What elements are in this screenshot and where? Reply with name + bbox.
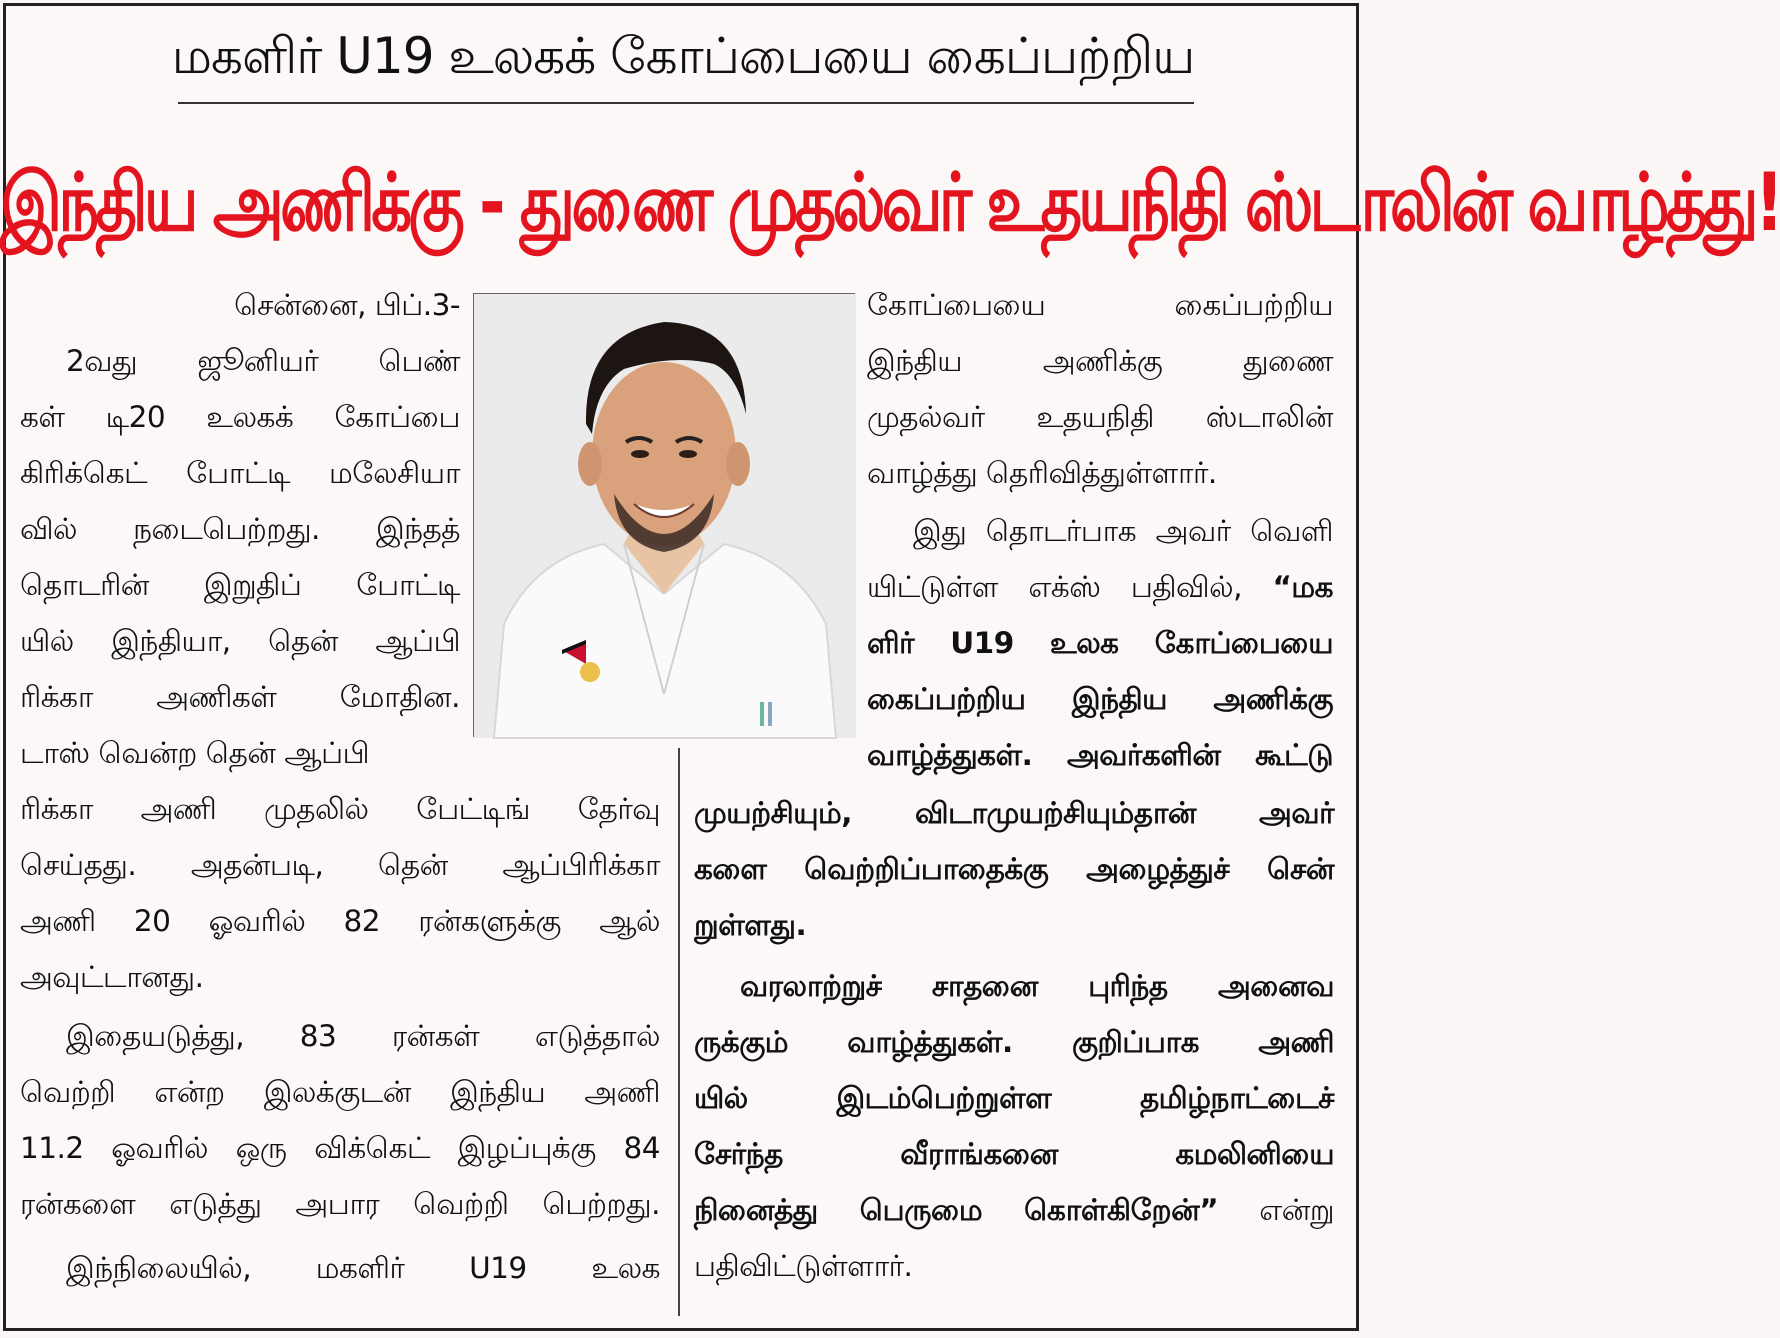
text-line: இதையடுத்து, 83 ரன்கள் எடுத்தால் — [66, 1019, 660, 1053]
text-line: செய்தது. அதன்படி, தென் ஆப்பிரிக்கா — [20, 848, 660, 882]
dateline: சென்னை, பிப்.3- — [234, 288, 460, 322]
left-paragraph-2 — [20, 1008, 660, 1232]
left-paragraph-1-narrow — [20, 333, 460, 781]
text-span: என்று — [1259, 1193, 1334, 1227]
right-paragraph-1 — [867, 277, 1333, 501]
text-line: ளிர் U19 உலக கோப்பையை — [867, 626, 1333, 660]
text-line: ரன்களை எடுத்து அபார வெற்றி பெற்றது. — [20, 1187, 660, 1221]
text-line: சேர்ந்த வீராங்கனை கமலினியை — [694, 1137, 1334, 1171]
headline-divider — [178, 102, 1194, 104]
text-line: ரிக்கா அணி முதலில் பேட்டிங் தேர்வு — [20, 792, 660, 826]
text-line: 2வது ஜூனியர் பெண் — [66, 344, 460, 378]
text-line: கள் டி20 உலகக் கோப்பை — [20, 400, 460, 434]
text-line — [694, 1182, 1334, 1238]
text-line: யில் இந்தியா, தென் ஆப்பி — [20, 624, 460, 658]
text-line: வரலாற்றுச் சாதனை புரிந்த அனைவ — [740, 969, 1334, 1003]
text-line: முதல்வர் உதயநிதி ஸ்டாலின் — [867, 400, 1333, 434]
text-line: இந்நிலையில், மகளிர் U19 உலக — [66, 1251, 660, 1285]
portrait-photo — [473, 293, 855, 737]
text-line: அவுட்டானது. — [20, 960, 204, 994]
main-headline: இந்திய அணிக்கு - துணை முதல்வர் உதயநிதி ஸ்டாலின் வாழ்த்து! — [0, 157, 1780, 250]
left-paragraph-1-wide — [20, 781, 660, 1005]
text-line: றுள்ளது. — [694, 908, 807, 942]
text-line: கோப்பையை கைப்பற்றிய — [867, 288, 1333, 322]
text-line: ரிக்கா அணிகள் மோதின. — [20, 680, 460, 714]
text-line: கிரிக்கெட் போட்டி மலேசியா — [20, 456, 460, 490]
text-line: இது தொடர்பாக அவர் வெளி — [913, 514, 1333, 548]
text-line: தொடரின் இறுதிப் போட்டி — [20, 568, 460, 602]
text-line: வாழ்த்து தெரிவித்துள்ளார். — [867, 456, 1217, 490]
text-line: வாழ்த்துகள். அவர்களின் கூட்டு — [867, 738, 1333, 772]
text-line: யில் இடம்பெற்றுள்ள தமிழ்நாட்டைச் — [694, 1081, 1334, 1115]
text-line — [867, 559, 1333, 615]
right-paragraph-3 — [694, 958, 1334, 1294]
column-divider — [678, 748, 680, 1316]
text-line: முயற்சியும், விடாமுயற்சியும்தான் அவர் — [694, 796, 1334, 830]
text-line: பதிவிட்டுள்ளார். — [694, 1249, 913, 1283]
quote-span: “மக — [1272, 570, 1333, 604]
text-line: களை வெற்றிப்பாதைக்கு அழைத்துச் சென் — [694, 852, 1334, 886]
text-span: யிட்டுள்ள எக்ஸ் பதிவில், — [867, 570, 1242, 604]
text-line: இந்திய அணிக்கு துணை — [867, 344, 1333, 378]
right-paragraph-2-narrow — [867, 503, 1333, 783]
left-paragraph-3 — [20, 1240, 660, 1296]
text-line: கைப்பற்றிய இந்திய அணிக்கு — [867, 682, 1333, 716]
quote-end-span: நினைத்து பெருமை கொள்கிறேன்” — [694, 1193, 1219, 1227]
text-line: ருக்கும் வாழ்த்துகள். குறிப்பாக அணி — [694, 1025, 1334, 1059]
text-line: 11.2 ஓவரில் ஒரு விக்கெட் இழப்புக்கு 84 — [20, 1131, 660, 1165]
text-line: டாஸ் வென்ற தென் ஆப்பி — [20, 736, 370, 770]
kicker-headline: மகளிர் U19 உலகக் கோப்பையை கைப்பற்றிய — [171, 27, 1195, 85]
portrait-illustration — [474, 294, 856, 738]
text-line: வில் நடைபெற்றது. இந்தத் — [20, 512, 460, 546]
right-paragraph-2-wide — [694, 785, 1334, 953]
text-line: வெற்றி என்ற இலக்குடன் இந்திய அணி — [20, 1075, 660, 1109]
text-line: அணி 20 ஓவரில் 82 ரன்களுக்கு ஆல் — [20, 904, 660, 938]
